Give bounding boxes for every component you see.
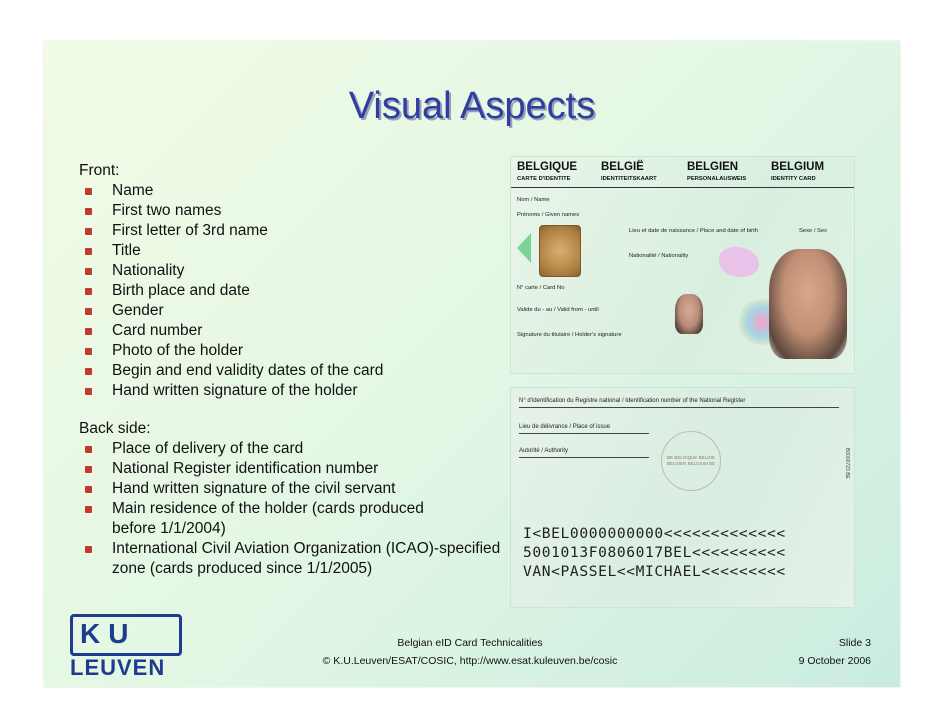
bullet-icon <box>85 368 92 375</box>
list-item: International Civil Aviation Organization (ICAO)-specified zone (cards produced since 1/1/2005) <box>79 539 507 579</box>
bullet-icon <box>85 188 92 195</box>
id-card-front-image <box>510 156 855 374</box>
card-country-en: BELGIUM <box>771 161 825 173</box>
list-item: Gender <box>79 301 383 321</box>
card-label-authority: Autorité / Authority <box>519 448 569 454</box>
slide-title: Visual Aspects <box>348 85 596 127</box>
belgium-map-icon <box>719 247 759 277</box>
list-item: Birth place and date <box>79 281 383 301</box>
id-card-back-image <box>510 387 855 608</box>
logo-mark: KU <box>80 618 137 649</box>
back-items <box>79 439 507 579</box>
card-divider <box>511 187 854 188</box>
list-item: First letter of 3rd name <box>79 221 383 241</box>
card-country-fr: BELGIQUE <box>517 161 578 173</box>
card-divider <box>519 407 839 408</box>
slide <box>44 41 900 687</box>
bullet-icon <box>85 486 92 493</box>
bullet-icon <box>85 388 92 395</box>
bullet-icon <box>85 546 92 553</box>
card-label-nationality: Nationalité / Nationality <box>629 253 689 259</box>
card-country-de: BELGIEN <box>687 161 739 173</box>
list-item: Main residence of the holder (cards produced before 1/1/2004) <box>79 499 472 539</box>
card-label-register: N° d'identification du Registre national / Identification number of the National Register <box>519 398 746 404</box>
card-type-en: IDENTITY CARD <box>771 176 816 182</box>
footer-title: Belgian eID Card Technicalities <box>397 637 543 649</box>
card-label-issue: Lieu de délivrance / Place of issue <box>519 424 611 430</box>
bullet-icon <box>85 348 92 355</box>
back-list <box>79 419 507 579</box>
mrz-line-2: 5001013F0806017BEL<<<<<<<<<< <box>523 544 786 561</box>
card-type-de: PERSONALAUSWEIS <box>687 176 747 182</box>
holder-photo-small <box>675 294 703 334</box>
back-heading: Back side: <box>79 420 151 437</box>
front-heading: Front: <box>79 162 120 179</box>
list-item: National Register identification number <box>79 459 507 479</box>
footer-center <box>250 634 690 670</box>
bullet-icon <box>85 308 92 315</box>
front-items <box>79 181 383 401</box>
list-item: Name <box>79 181 383 201</box>
logo-text: LEUVEN <box>70 655 166 680</box>
footer-copyright: © K.U.Leuven/ESAT/COSIC, http://www.esat.kuleuven.be/cosic <box>322 655 618 667</box>
list-item: First two names <box>79 201 383 221</box>
card-divider <box>519 433 649 434</box>
contact-tab-icon <box>517 233 531 263</box>
bullet-icon <box>85 288 92 295</box>
card-country-nl: BELGIË <box>601 161 644 173</box>
card-type-fr: CARTE D'IDENTITE <box>517 176 571 182</box>
chip-icon <box>539 225 581 277</box>
bullet-icon <box>85 506 92 513</box>
list-item: Photo of the holder <box>79 341 383 361</box>
list-item: Hand written signature of the civil servant <box>79 479 507 499</box>
list-item: Place of delivery of the card <box>79 439 507 459</box>
bullet-icon <box>85 446 92 453</box>
authority-stamp: BE BELGIQUE BELGIE BELGIEN BELGIUM BE <box>661 431 721 491</box>
footer-date: 9 October 2006 <box>798 655 871 667</box>
bullet-icon <box>85 248 92 255</box>
bullet-icon <box>85 268 92 275</box>
card-label-card-no: N° carte / Card No <box>517 285 565 291</box>
card-side-code: B0000723 BE <box>844 448 850 479</box>
card-label-name: Nom / Name <box>517 197 550 203</box>
bullet-icon <box>85 466 92 473</box>
list-item: Nationality <box>79 261 383 281</box>
bullet-icon <box>85 208 92 215</box>
card-label-signature: Signature du titulaire / Holder's signature <box>517 332 622 338</box>
list-item: Begin and end validity dates of the card <box>79 361 383 381</box>
mrz-line-1: I<BEL0000000000<<<<<<<<<<<<< <box>523 525 786 542</box>
slide-number: Slide 3 <box>838 637 871 649</box>
list-item: Card number <box>79 321 383 341</box>
card-label-sex: Sexe / Sex <box>799 228 828 234</box>
holder-photo <box>769 249 847 359</box>
card-label-valid: Valide du - au / Valid from - until <box>517 307 599 313</box>
footer-right <box>700 634 871 670</box>
ku-leuven-logo <box>70 614 180 678</box>
mrz-zone <box>523 524 853 581</box>
bullet-icon <box>85 328 92 335</box>
list-item: Hand written signature of the holder <box>79 381 383 401</box>
card-divider <box>519 457 649 458</box>
card-type-nl: IDENTITEITSKAART <box>601 176 657 182</box>
bullet-icon <box>85 228 92 235</box>
card-label-birth: Lieu et date de naissance / Place and date of birth <box>629 228 758 234</box>
card-label-given: Prénoms / Given names <box>517 212 580 218</box>
front-list <box>79 161 383 401</box>
list-item: Title <box>79 241 383 261</box>
mrz-line-3: VAN<PASSEL<<MICHAEL<<<<<<<<< <box>523 563 786 580</box>
